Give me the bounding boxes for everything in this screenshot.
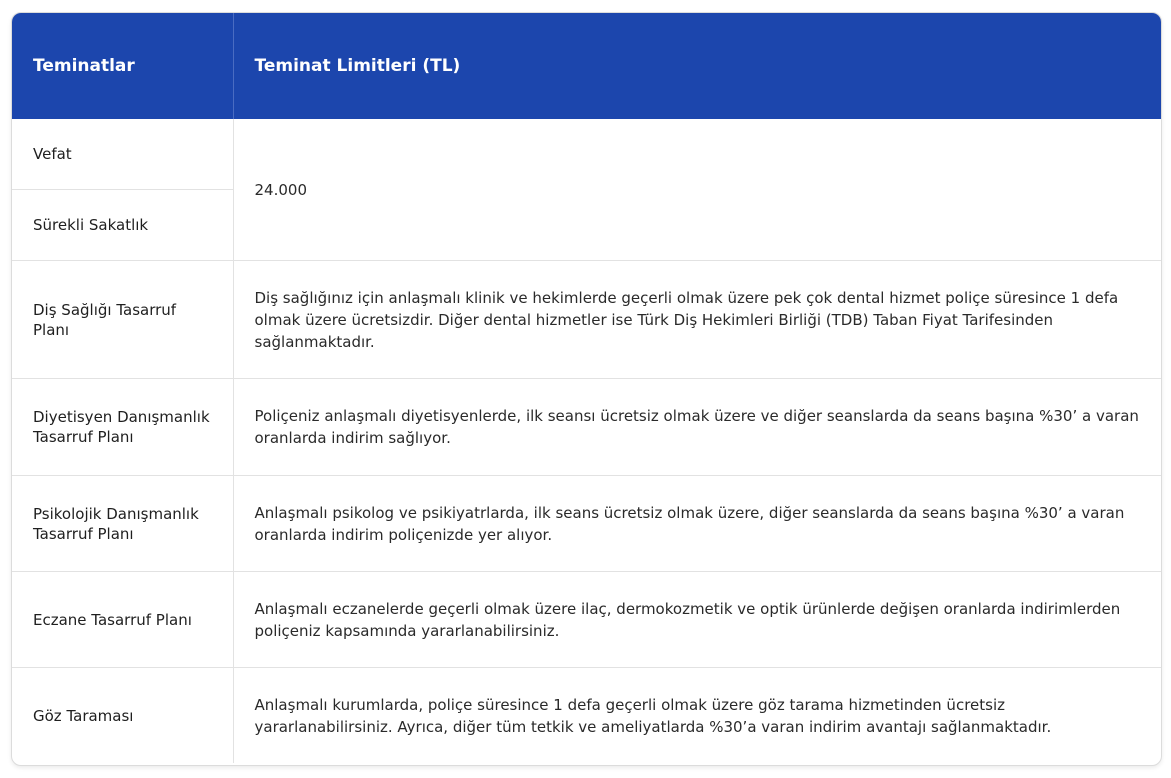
table-row	[12, 476, 1161, 572]
coverage-name: Diş Sağlığı Tasarruf Planı	[12, 261, 233, 379]
table-row	[12, 379, 1161, 476]
coverage-limit: Poliçeniz anlaşmalı diyetisyenlerde, ilk seansı ücretsiz olmak üzere ve diğer seanslarda da seans başına %30’ a varan oranlarda indirim sağlıyor.	[233, 379, 1161, 476]
header-coverages: Teminatlar	[12, 13, 233, 119]
coverage-limit: Diş sağlığınız için anlaşmalı klinik ve hekimlerde geçerli olmak üzere pek çok dental hizmet poliçe süresince 1 defa olmak üzere ücretsizdir. Diğer dental hizmetler ise Türk Diş Hekimleri Birliği (TDB) Taban Fiyat Tarifesinden sağlanmaktadır.	[233, 261, 1161, 379]
coverage-table-card	[11, 12, 1162, 766]
table-row	[12, 572, 1161, 668]
coverage-name: Diyetisyen Danışmanlık Tasarruf Planı	[12, 379, 233, 476]
coverage-limit: Anlaşmalı psikolog ve psikiyatrlarda, ilk seans ücretsiz olmak üzere, diğer seanslarda da seans başına %30’ a varan oranlarda indirim poliçenizde yer alıyor.	[233, 476, 1161, 572]
coverage-name: Göz Taraması	[12, 668, 233, 764]
coverage-name: Sürekli Sakatlık	[12, 190, 233, 261]
table-row	[12, 261, 1161, 379]
coverage-limit: Anlaşmalı eczanelerde geçerli olmak üzere ilaç, dermokozmetik ve optik ürünlerde değişen oranlarda indirimlerden poliçeniz kapsamında yararlanabilirsiniz.	[233, 572, 1161, 668]
table-row	[12, 668, 1161, 764]
table-header	[12, 13, 1161, 119]
coverage-limit: Anlaşmalı kurumlarda, poliçe süresince 1 defa geçerli olmak üzere göz tarama hizmetinden ücretsiz yararlanabilirsiniz. Ayrıca, diğer tüm tetkik ve ameliyatlarda %30’a varan indirim avantajı sağlanmaktadır.	[233, 668, 1161, 764]
coverage-name: Eczane Tasarruf Planı	[12, 572, 233, 668]
table-row	[12, 119, 1161, 190]
coverage-table	[12, 13, 1161, 763]
coverage-name: Psikolojik Danışmanlık Tasarruf Planı	[12, 476, 233, 572]
header-limits: Teminat Limitleri (TL)	[233, 13, 1161, 119]
coverage-limit-shared: 24.000	[254, 180, 307, 199]
coverage-name: Vefat	[12, 119, 233, 190]
